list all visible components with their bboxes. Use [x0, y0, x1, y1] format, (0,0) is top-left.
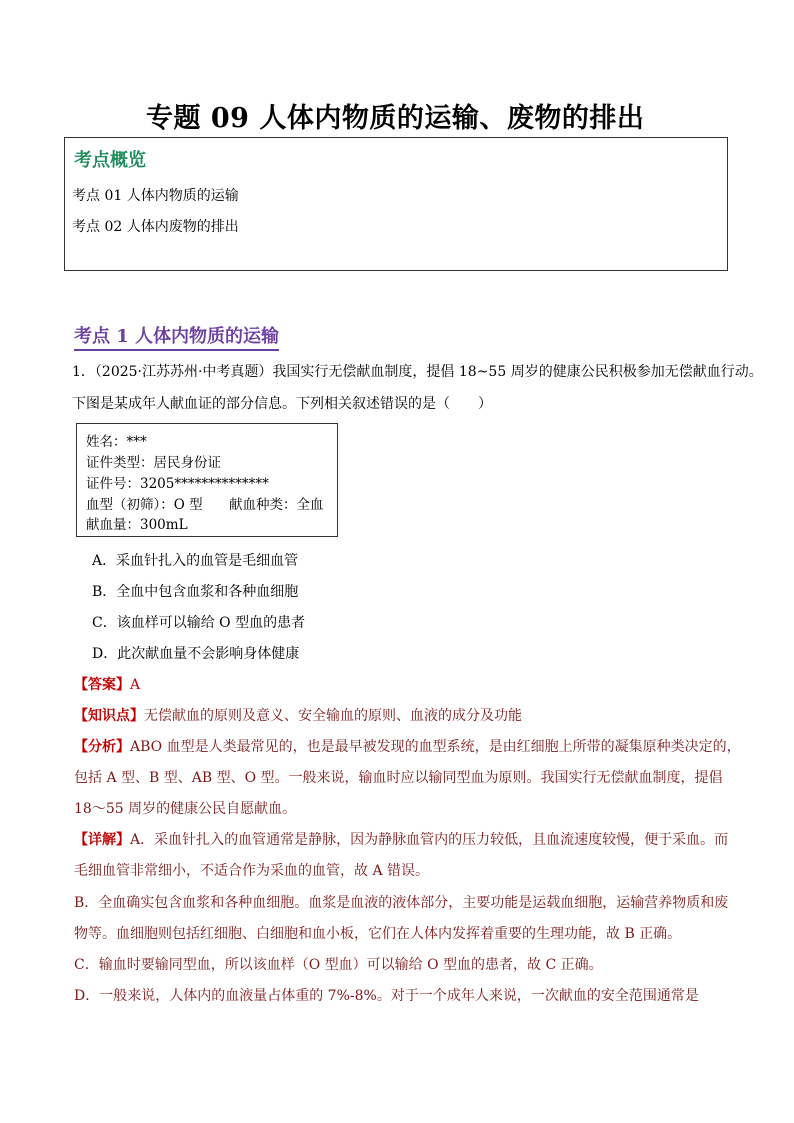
cert-donation-type: 献血种类：全血 [229, 497, 324, 513]
analysis-line: 包括 A 型、B 型、AB 型、O 型。一般来说，输血时应以输同型血为原则。我国实行无偿献血制度，提倡 [74, 770, 723, 786]
detail-tag: 【详解】 [74, 832, 130, 848]
option-d: D．此次献血量不会影响身体健康 [92, 646, 300, 662]
answer-value: A [130, 677, 141, 693]
analysis-line [74, 737, 741, 757]
question-stem-line: 下图是某成年人献血证的部分信息。下列相关叙述错误的是（ ） [72, 396, 492, 412]
detail-text: A．采血针扎入的血管通常是静脉，因为静脉血管内的压力较低，且血流速度较慢，便于采血。而 [130, 832, 729, 848]
option-c: C．该血样可以输给 O 型血的患者 [92, 615, 306, 631]
knowledge-tag: 【知识点】 [74, 708, 144, 724]
cert-id-number: 证件号：3205************** [86, 476, 269, 492]
cert-amount: 献血量：300mL [86, 517, 188, 533]
analysis-text: ABO 血型是人类最常见的，也是最早被发现的血型系统，是由红细胞上所带的凝集原种类决定的， [130, 739, 741, 755]
detail-line: D．一般来说，人体内的血液量占体重的 7%-8%。对于一个成年人来说，一次献血的安全范围通常是 [74, 988, 699, 1004]
page-title: 专题 09 人体内物质的运输、废物的排出 [146, 103, 645, 134]
detail-line: B．全血确实包含血浆和各种血细胞。血浆是血液的液体部分，主要功能是运载血细胞，运输营养物质和废 [74, 895, 729, 911]
knowledge-line [74, 706, 522, 726]
cert-blood-type: 血型（初筛）：O 型 [86, 497, 203, 513]
detail-line [74, 830, 728, 850]
overview-heading: 考点概览 [74, 150, 146, 171]
analysis-line: 18～55 周岁的健康公民自愿献血。 [74, 801, 297, 817]
analysis-tag: 【分析】 [74, 739, 130, 755]
cert-name: 姓名：*** [86, 434, 147, 450]
overview-item: 考点 02 人体内废物的排出 [72, 219, 239, 235]
detail-line: 毛细血管非常细小，不适合作为采血的血管，故 A 错误。 [74, 863, 430, 879]
option-a: A．采血针扎入的血管是毛细血管 [92, 553, 299, 569]
detail-line: 物等。血细胞则包括红细胞、白细胞和血小板，它们在人体内发挥着重要的生理功能，故 B 正确。 [74, 926, 682, 942]
section-heading: 考点 1 人体内物质的运输 [74, 322, 279, 351]
overview-item: 考点 01 人体内物质的运输 [72, 188, 239, 204]
question-stem-line: 1．（2025·江苏苏州·中考真题）我国实行无偿献血制度，提倡 18~55 周岁的健康公民积极参加无偿献血行动。 [72, 364, 763, 380]
cert-id-type: 证件类型：居民身份证 [86, 455, 221, 471]
knowledge-text: 无偿献血的原则及意义、安全输血的原则、血液的成分及功能 [144, 708, 522, 724]
detail-line: C．输血时要输同型血，所以该血样（O 型血）可以输给 O 型血的患者，故 C 正确。 [74, 957, 603, 973]
answer-tag: 【答案】 [74, 677, 130, 693]
answer-line [74, 675, 140, 695]
option-b: B．全血中包含血浆和各种血细胞 [92, 584, 299, 600]
